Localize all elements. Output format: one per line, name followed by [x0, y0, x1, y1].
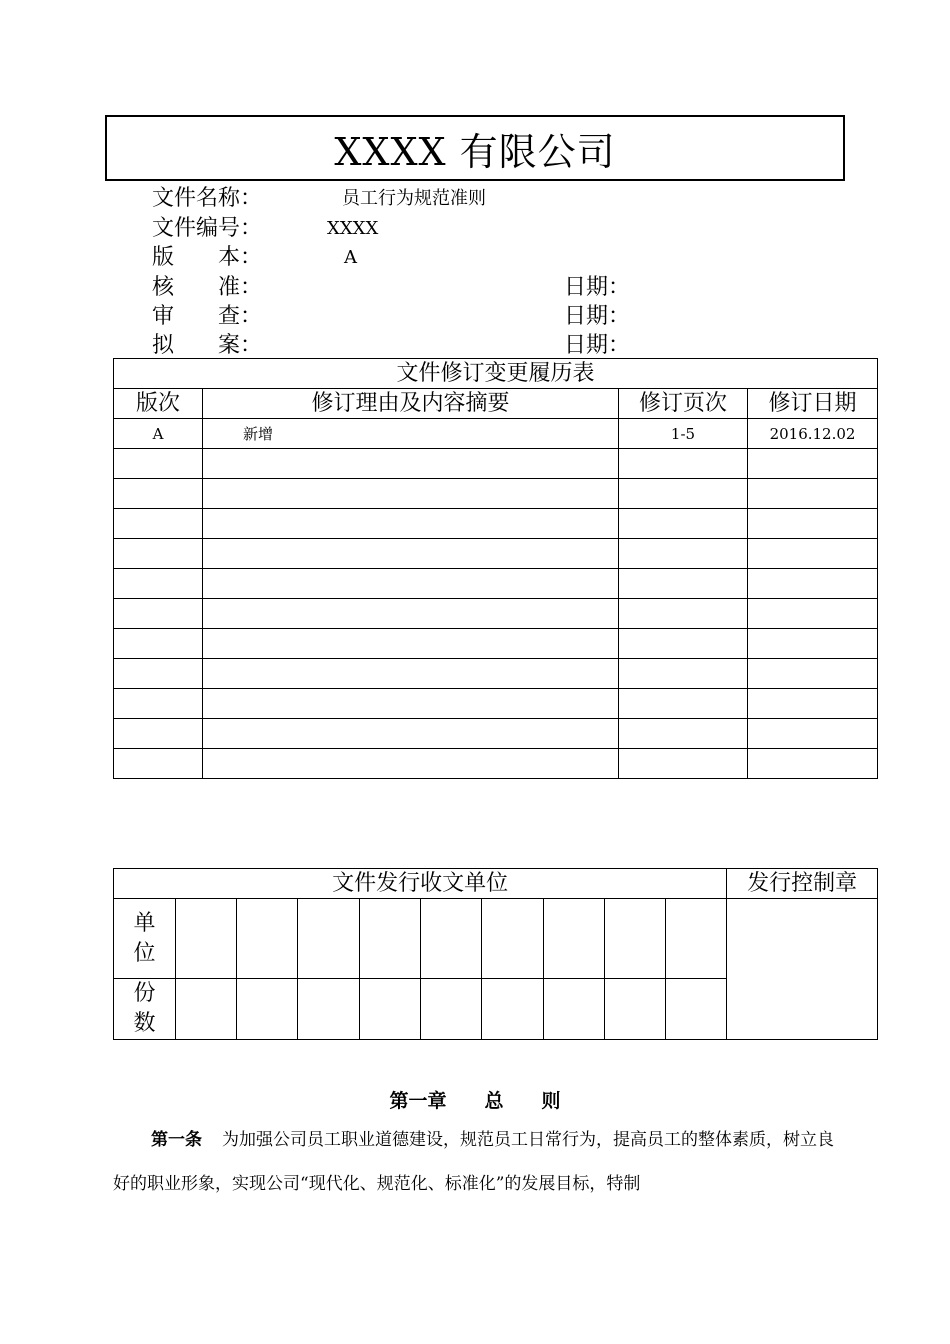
file-name-row: [152, 185, 486, 213]
table-cell: [619, 659, 748, 689]
table-cell: [619, 479, 748, 509]
table-row: [114, 509, 878, 539]
table-cell: [748, 629, 878, 659]
control-stamp-label: 发行控制章: [727, 869, 878, 899]
article-1-paragraph: [113, 1118, 848, 1206]
table-cell: [298, 979, 360, 1040]
table-cell: [176, 899, 237, 979]
table-cell: [203, 509, 619, 539]
chapter-title: 第一章 总 则: [389, 1090, 561, 1112]
table-cell: [605, 979, 666, 1040]
draft-label: 拟 案：: [152, 333, 263, 358]
table-row: [114, 449, 878, 479]
file-name-value: 员工行为规范准则: [342, 188, 486, 209]
table-cell: [360, 899, 421, 979]
table-cell: [203, 659, 619, 689]
approve-row: [152, 274, 631, 302]
table-row: [114, 719, 878, 749]
table-cell: [421, 899, 482, 979]
distribution-header-row: [114, 869, 878, 899]
table-cell: [544, 899, 605, 979]
table-cell: [203, 449, 619, 479]
unit-row: [114, 899, 878, 979]
file-number-row: [152, 215, 379, 243]
review-row: [152, 303, 631, 331]
table-cell: [114, 449, 203, 479]
revision-table-title-row: [114, 359, 878, 389]
company-title-box: [105, 115, 845, 181]
table-cell: [114, 599, 203, 629]
version-value: A: [344, 247, 357, 268]
table-cell: [619, 749, 748, 779]
table-cell: [421, 979, 482, 1040]
table-cell: [114, 539, 203, 569]
table-cell: [203, 569, 619, 599]
table-row: [114, 569, 878, 599]
table-cell: [748, 569, 878, 599]
table-cell: [544, 979, 605, 1040]
table-row: [114, 419, 878, 449]
table-cell: [114, 629, 203, 659]
table-cell: [203, 689, 619, 719]
table-cell: [666, 899, 727, 979]
revision-history-table: [113, 358, 878, 779]
table-cell: [114, 749, 203, 779]
table-cell: [114, 719, 203, 749]
row-date: 2016.12.02: [748, 419, 878, 449]
header-date: 修订日期: [748, 389, 878, 419]
table-cell: [203, 719, 619, 749]
table-cell: [237, 979, 298, 1040]
table-cell: [203, 539, 619, 569]
table-row: [114, 749, 878, 779]
table-cell: [114, 659, 203, 689]
table-cell: [748, 479, 878, 509]
table-cell: [605, 899, 666, 979]
table-cell: [114, 479, 203, 509]
approve-label: 核 准：: [152, 275, 263, 300]
revision-table-title: 文件修订变更履历表: [114, 359, 878, 389]
table-cell: [298, 899, 360, 979]
company-name: XXXX 有限公司: [334, 129, 616, 174]
table-cell: [114, 689, 203, 719]
file-number-label: 文件编号：: [152, 216, 263, 241]
version-label: 版 本：: [152, 245, 263, 270]
table-cell: [203, 749, 619, 779]
header-reason: 修订理由及内容摘要: [203, 389, 619, 419]
table-row: [114, 599, 878, 629]
table-cell: [748, 449, 878, 479]
table-cell: [619, 689, 748, 719]
table-cell: [619, 569, 748, 599]
table-cell: [619, 449, 748, 479]
draft-row: [152, 332, 631, 360]
article-1-text: 为加强公司员工职业道德建设，规范员工日常行为，提高员工的整体素质，树立良好的职业形象，实现公司“现代化、规范化、标准化”的发展目标，特制: [113, 1130, 834, 1194]
header-pages: 修订页次: [619, 389, 748, 419]
row-version: A: [114, 419, 203, 449]
unit-label: 单 位: [114, 899, 176, 979]
table-cell: [114, 569, 203, 599]
review-label: 审 查：: [152, 304, 263, 329]
table-row: [114, 689, 878, 719]
table-cell: [748, 689, 878, 719]
table-cell: [748, 749, 878, 779]
table-cell: [619, 599, 748, 629]
table-cell: [237, 899, 298, 979]
table-cell: [619, 509, 748, 539]
row-pages: 1-5: [619, 419, 748, 449]
table-cell: [748, 599, 878, 629]
control-stamp-area: [727, 899, 878, 1040]
file-number-value: XXXX: [327, 218, 379, 239]
table-cell: [482, 979, 544, 1040]
revision-table-header-row: [114, 389, 878, 419]
table-cell: [203, 479, 619, 509]
review-date-label: 日期：: [564, 304, 631, 329]
copies-label: 份 数: [114, 979, 176, 1040]
article-1-label: 第一条: [151, 1130, 202, 1150]
table-cell: [748, 719, 878, 749]
table-cell: [666, 979, 727, 1040]
table-row: [114, 479, 878, 509]
table-cell: [748, 509, 878, 539]
distribution-table: [113, 868, 878, 1040]
table-cell: [176, 979, 237, 1040]
approve-date-label: 日期：: [564, 275, 631, 300]
table-cell: [619, 539, 748, 569]
version-row: [152, 244, 357, 272]
table-cell: [619, 629, 748, 659]
table-cell: [114, 509, 203, 539]
table-cell: [203, 599, 619, 629]
table-cell: [203, 629, 619, 659]
table-row: [114, 659, 878, 689]
table-row: [114, 539, 878, 569]
row-reason: 新增: [203, 419, 619, 449]
file-name-label: 文件名称：: [152, 186, 263, 211]
table-cell: [619, 719, 748, 749]
distribution-title: 文件发行收文单位: [114, 869, 727, 899]
table-cell: [482, 899, 544, 979]
table-cell: [748, 659, 878, 689]
table-row: [114, 629, 878, 659]
header-version: 版次: [114, 389, 203, 419]
table-cell: [748, 539, 878, 569]
table-cell: [360, 979, 421, 1040]
draft-date-label: 日期：: [564, 333, 631, 358]
